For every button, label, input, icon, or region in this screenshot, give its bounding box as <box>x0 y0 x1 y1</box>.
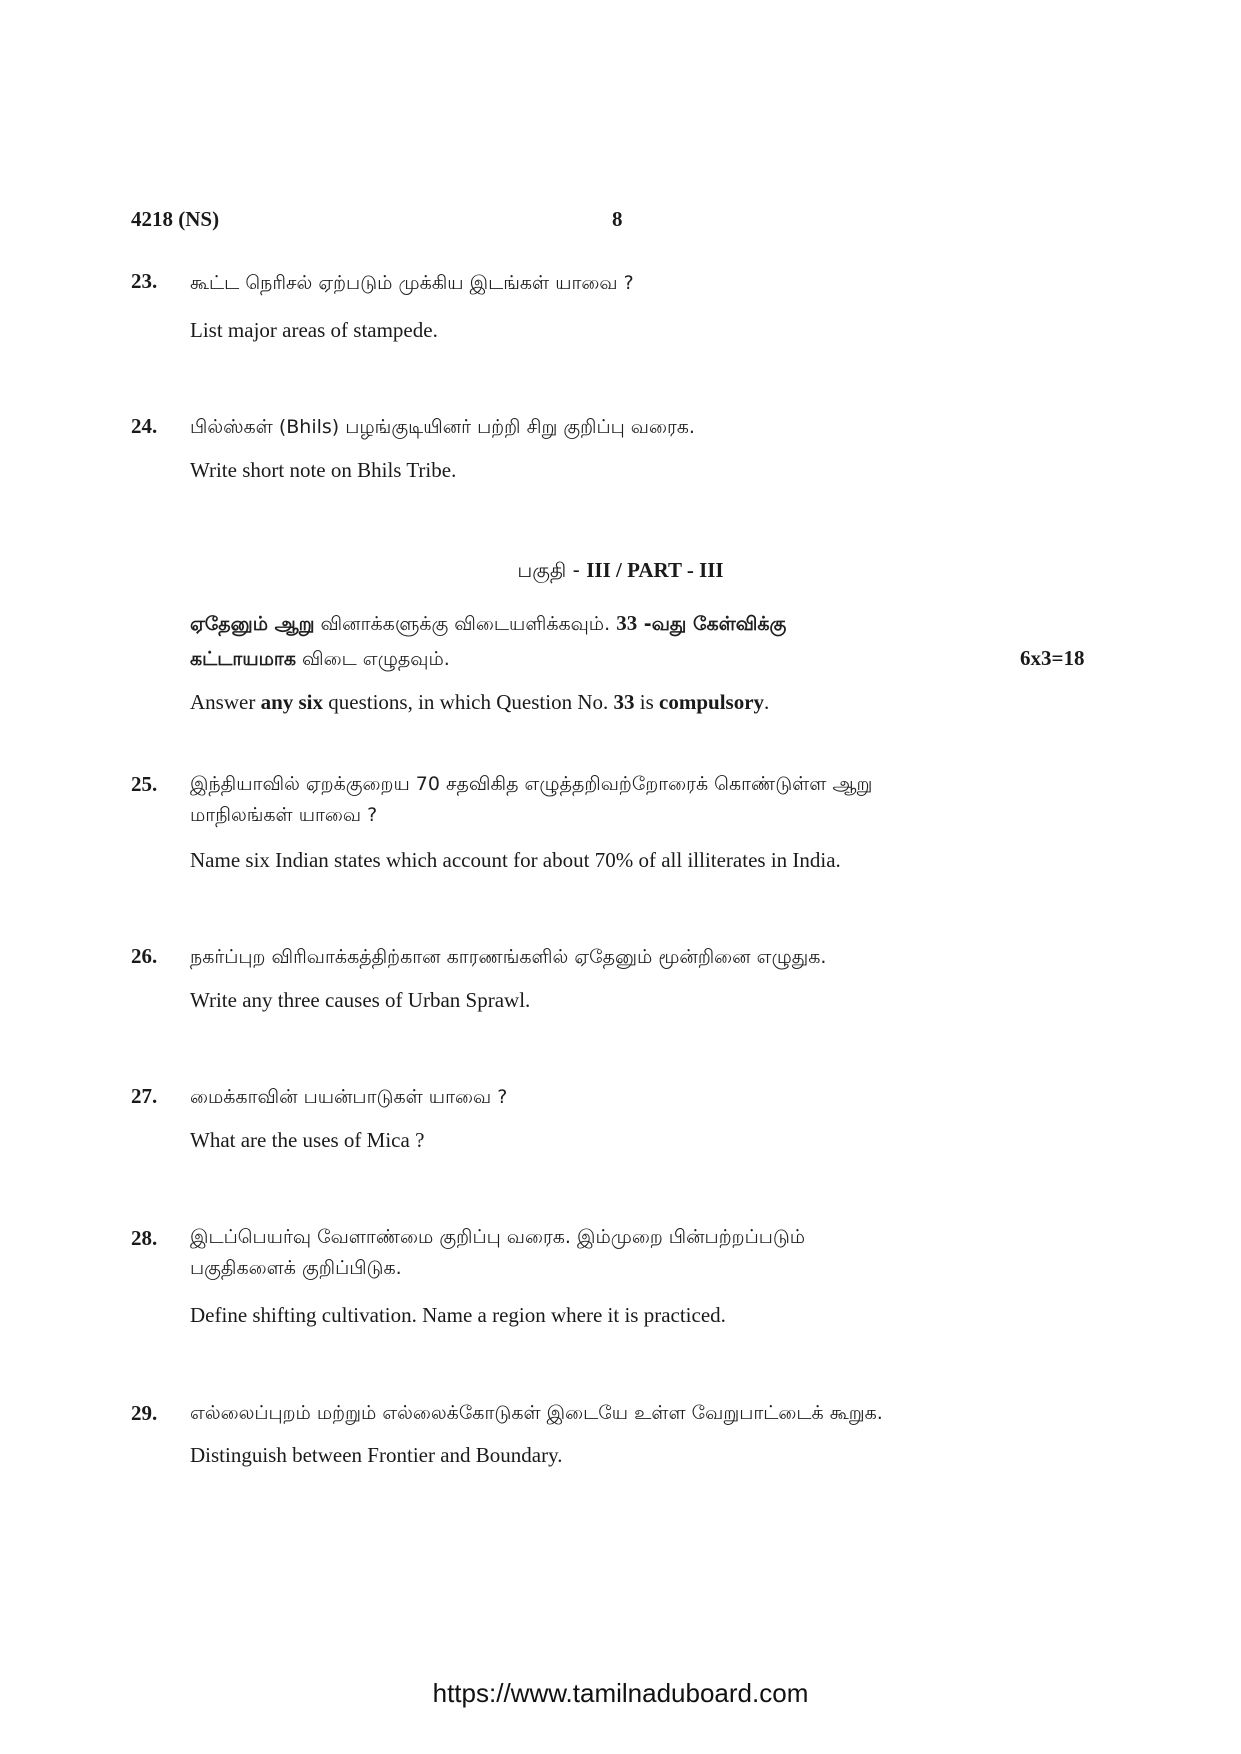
question-tamil: இடப்பெயர்வு வேளாண்மை குறிப்பு வரைக. இம்முறை பின்பற்றப்படும் பகுதிகளைக் குறிப்பிடுக. <box>190 1226 806 1279</box>
question-english: List major areas of stampede. <box>190 318 438 342</box>
paper-code: 4218 (NS) <box>131 207 220 231</box>
question-english: Name six Indian states which account for about 70% of all illiterates in India. <box>190 848 841 872</box>
question-tamil: இந்தியாவில் ஏறக்குறைய 70 சதவிகித எழுத்தறிவற்றோரைக் கொண்டுள்ள ஆறு மாநிலங்கள் யாவை ? <box>190 773 873 826</box>
question-number: 26. <box>131 944 158 968</box>
question-number: 24. <box>131 414 158 438</box>
question-tamil: மைக்காவின் பயன்பாடுகள் யாவை ? <box>190 1086 508 1108</box>
question-english: Define shifting cultivation. Name a region where it is practiced. <box>190 1303 726 1327</box>
question-tamil: கூட்ட நெரிசல் ஏற்படும் முக்கிய இடங்கள் யாவை ? <box>190 272 634 294</box>
instruction-english: Answer any six questions, in which Question No. 33 is compulsory. <box>190 690 770 714</box>
question-tamil: நகர்ப்புற விரிவாக்கத்திற்கான காரணங்களில் ஏதேனும் மூன்றினை எழுதுக. <box>190 946 827 968</box>
question-english: What are the uses of Mica ? <box>190 1128 425 1152</box>
instruction-tamil: ஏதேனும் ஆறு வினாக்களுக்கு விடையளிக்கவும். 33 -வது கேள்விக்கு கட்டாயமாக விடை எழுதவும். <box>190 611 787 670</box>
question-number: 23. <box>131 269 158 293</box>
question-number: 29. <box>131 1401 158 1425</box>
part-heading-tamil: பகுதி - <box>517 558 587 582</box>
question-number: 25. <box>131 772 158 796</box>
question-tamil: பில்ஸ்கள் (Bhils) பழங்குடியினர் பற்றி சிறு குறிப்பு வரைக. <box>190 416 695 438</box>
instruction-tamil-bold: ஏதேனும் ஆறு <box>190 613 315 635</box>
question-english: Write short note on Bhils Tribe. <box>190 458 457 482</box>
marks-allocation: 6x3=18 <box>1020 646 1085 670</box>
footer-url[interactable]: https://www.tamilnaduboard.com <box>432 1678 809 1708</box>
question-english: Write any three causes of Urban Sprawl. <box>190 988 531 1012</box>
question-number: 27. <box>131 1084 158 1108</box>
question-number: 28. <box>131 1226 158 1250</box>
part-heading <box>0 558 1241 585</box>
question-english: Distinguish between Frontier and Boundary. <box>190 1443 563 1467</box>
part-heading-english: III / PART - III <box>586 558 724 582</box>
question-tamil: எல்லைப்புறம் மற்றும் எல்லைக்கோடுகள் இடையே உள்ள வேறுபாட்டைக் கூறுக. <box>190 1402 883 1424</box>
page-number: 8 <box>612 207 623 231</box>
